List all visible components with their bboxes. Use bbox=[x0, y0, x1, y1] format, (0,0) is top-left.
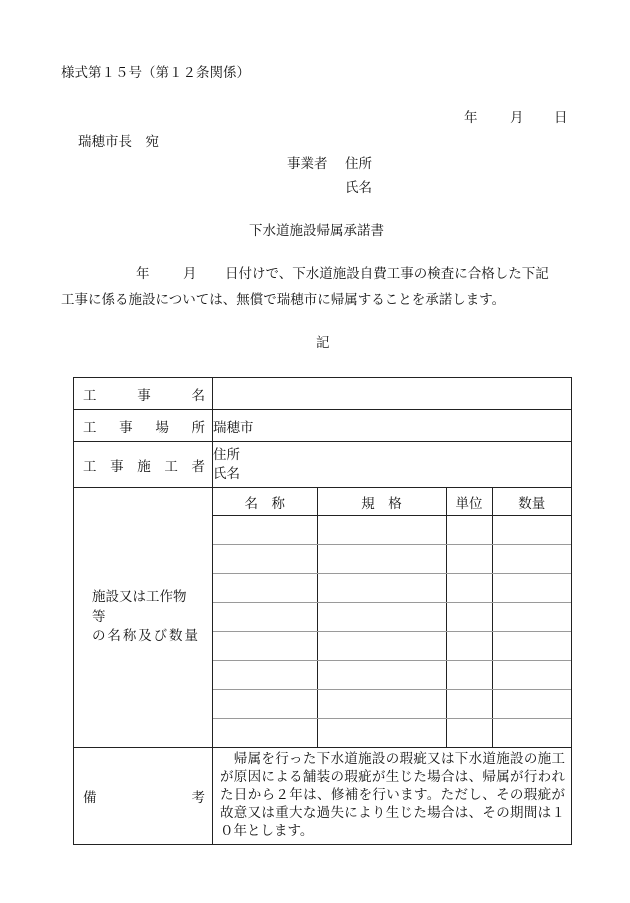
addressee: 瑞穂市長 宛 bbox=[78, 134, 159, 150]
document-title: 下水道施設帰属承諾書 bbox=[249, 223, 384, 239]
facility-grid-row bbox=[213, 516, 571, 545]
remarks-label: 備 考 bbox=[74, 748, 213, 845]
facility-grid-cell bbox=[213, 488, 572, 748]
form-number: 様式第１５号（第１２条関係） bbox=[61, 65, 250, 81]
remarks-text: 帰属を行った下水道施設の瑕疵又は下水道施設の施工が原因による舗装の瑕疵が生じた場合は、帰属が行われた日から２年は、修補を行います。ただし、その瑕疵が故意又は重大な過失により生じた場合は、その期間は１０年とします。 bbox=[220, 751, 565, 839]
construction-name-value bbox=[213, 378, 572, 410]
column-spec: 規 格 bbox=[317, 488, 446, 516]
column-quantity: 数量 bbox=[492, 488, 571, 516]
facility-row bbox=[74, 488, 572, 748]
body-text-line1: 日付けで、下水道施設自費工事の検査に合格した下記 bbox=[225, 266, 549, 282]
contractor-address-label: 住所 bbox=[213, 447, 240, 464]
facility-grid-row bbox=[213, 574, 571, 603]
ki-marker: 記 bbox=[316, 335, 330, 351]
construction-site-row bbox=[74, 410, 572, 442]
contractor-value bbox=[213, 442, 572, 488]
body-text-line2: 工事に係る施設については、無償で瑞穂市に帰属することを承諾します。 bbox=[61, 292, 506, 308]
applicant-label: 事業者 bbox=[287, 156, 328, 172]
remarks-row bbox=[74, 748, 572, 845]
construction-name-label: 工 事 名 bbox=[74, 378, 213, 410]
facility-grid-row bbox=[213, 603, 571, 632]
contractor-label: 工 事 施 工 者 bbox=[74, 442, 213, 488]
facility-label-line1: 施設又は工作物等 bbox=[92, 589, 187, 625]
construction-site-value: 瑞穂市 bbox=[213, 410, 572, 442]
date-month: 月 bbox=[510, 110, 524, 126]
remarks-value bbox=[213, 748, 572, 845]
contractor-name-label: 氏名 bbox=[213, 465, 240, 482]
date-year: 年 bbox=[464, 110, 478, 126]
facility-label bbox=[74, 488, 213, 748]
facility-label-line2: の 名 称 及 び 数 量 bbox=[92, 628, 198, 645]
column-unit: 単位 bbox=[446, 488, 492, 516]
facility-grid-row bbox=[213, 719, 571, 748]
facility-grid bbox=[213, 488, 571, 747]
column-name: 名 称 bbox=[213, 488, 317, 516]
facility-grid-row bbox=[213, 632, 571, 661]
body-month: 月 bbox=[183, 266, 197, 282]
contractor-row bbox=[74, 442, 572, 488]
construction-site-label: 工 事 場 所 bbox=[74, 410, 213, 442]
applicant-address-label: 住所 bbox=[345, 156, 372, 172]
facility-table bbox=[73, 377, 572, 845]
facility-grid-row bbox=[213, 690, 571, 719]
facility-grid-row bbox=[213, 661, 571, 690]
facility-grid-header bbox=[213, 488, 571, 516]
applicant-name-label: 氏名 bbox=[345, 180, 372, 196]
construction-name-row bbox=[74, 378, 572, 410]
body-year: 年 bbox=[136, 266, 150, 282]
facility-grid-row bbox=[213, 545, 571, 574]
date-day: 日 bbox=[554, 110, 568, 126]
